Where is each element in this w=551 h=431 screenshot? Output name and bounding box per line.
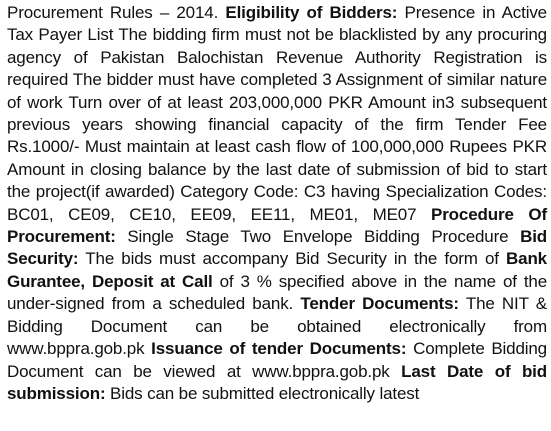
heading-tender-documents: Tender Documents:: [300, 294, 459, 314]
text-segment: The bids must accompany Bid Security in the form of: [78, 249, 507, 269]
heading-eligibility-of-bidders: Eligibility of Bidders:: [225, 3, 398, 22]
text-segment: Bids can be submitted electronically latest: [105, 383, 420, 403]
heading-issuance-of-tender-documents: Issuance of tender Documents:: [151, 339, 407, 359]
heading-procedure-of-procurement: Procedure Of Procurement:: [7, 204, 547, 247]
text-segment: Presence in Active Tax Payer List The bidding firm must not be blacklisted by any procuring agency of Pakistan Balochistan Revenue Authority Registration is required The bidder must have completed 3 Assignment of similar nature of work Turn over of at least 203,000,000 PKR Amount in3 subsequent previous years showing financial capacity of the firm Tender Fee Rs.1000/- Must maintain at least cash flow of 100,000,000 Rupees PKR Amount in closing balance by the last date of submission of bid to start the project(if awarded) Category Code: C3 having Specialization Codes: BC01, CE09, CE10, EE09, EE11, ME01, ME07: [7, 3, 547, 224]
text-segment: The NIT & Bidding Document can be obtained electronically from www.bppra.gob.pk: [7, 294, 547, 359]
text-segment: Single Stage Two Envelope Bidding Procedure: [115, 227, 521, 247]
text-segment: Complete Bidding Document can be viewed at www.bppra.gob.pk: [7, 339, 547, 381]
text-segment: of 3 % specified above in the name of the under-signed from a scheduled bank.: [7, 271, 547, 314]
bank-guarantee-deposit-at-call: Bank Gurantee, Deposit at Call: [7, 249, 547, 291]
heading-bid-security: Bid Security:: [7, 227, 547, 269]
heading-last-date-of-bid-submission: Last Date of bid submission:: [7, 361, 547, 403]
text-segment: Procurement Rules – 2014.: [7, 3, 226, 22]
tender-notice-paragraph: [7, 2, 547, 405]
